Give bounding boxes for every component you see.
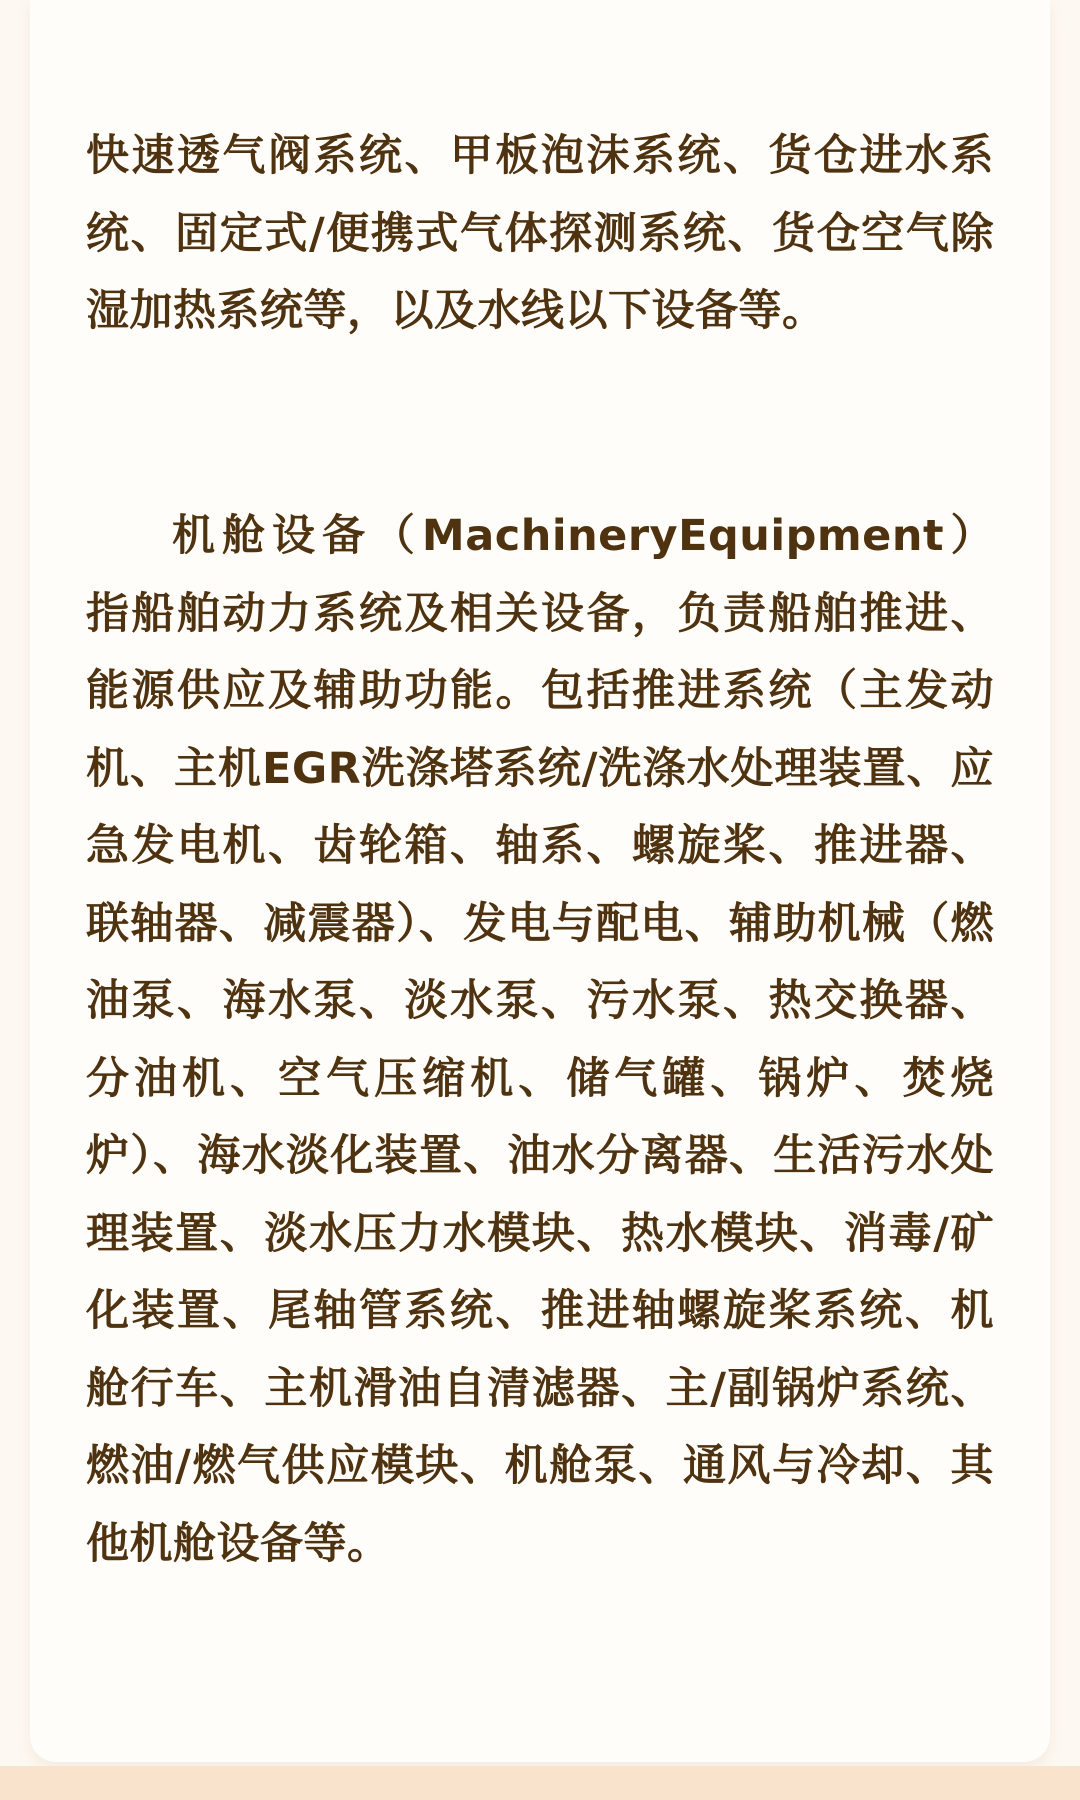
paragraph-deck-systems: 快速透气阀系统、甲板泡沫系统、货仓进水系统、固定式/便携式气体探测系统、货仓空气除湿加热系统等，以及水线以下设备等。 [86,131,994,336]
bottom-decorative-band [0,1766,1080,1800]
paragraph-machinery-equipment: 机舱设备（MachineryEquipment）指船舶动力系统及相关设备，负责船舶推进、能源供应及辅助功能。包括推进系统（主发动机、主机EGR洗涤塔系统/洗涤水处理装置、应急发电机、齿轮箱、轴系、螺旋桨、推进器、联轴器、减震器）、发电与配电、辅助机械（燃油泵、海水泵、淡水泵、污水泵、热交换器、分油机、空气压缩机、储气罐、锅炉、焚烧炉）、海水淡化装置、油水分离器、生活污水处理装置、淡水压力水模块、热水模块、消毒/矿化装置、尾轴管系统、推进轴螺旋桨系统、机舱行车、主机滑油自清滤器、主/副锅炉系统、燃油/燃气供应模块、机舱泵、通风与冷却、其他机舱设备等。 [86,511,994,1569]
